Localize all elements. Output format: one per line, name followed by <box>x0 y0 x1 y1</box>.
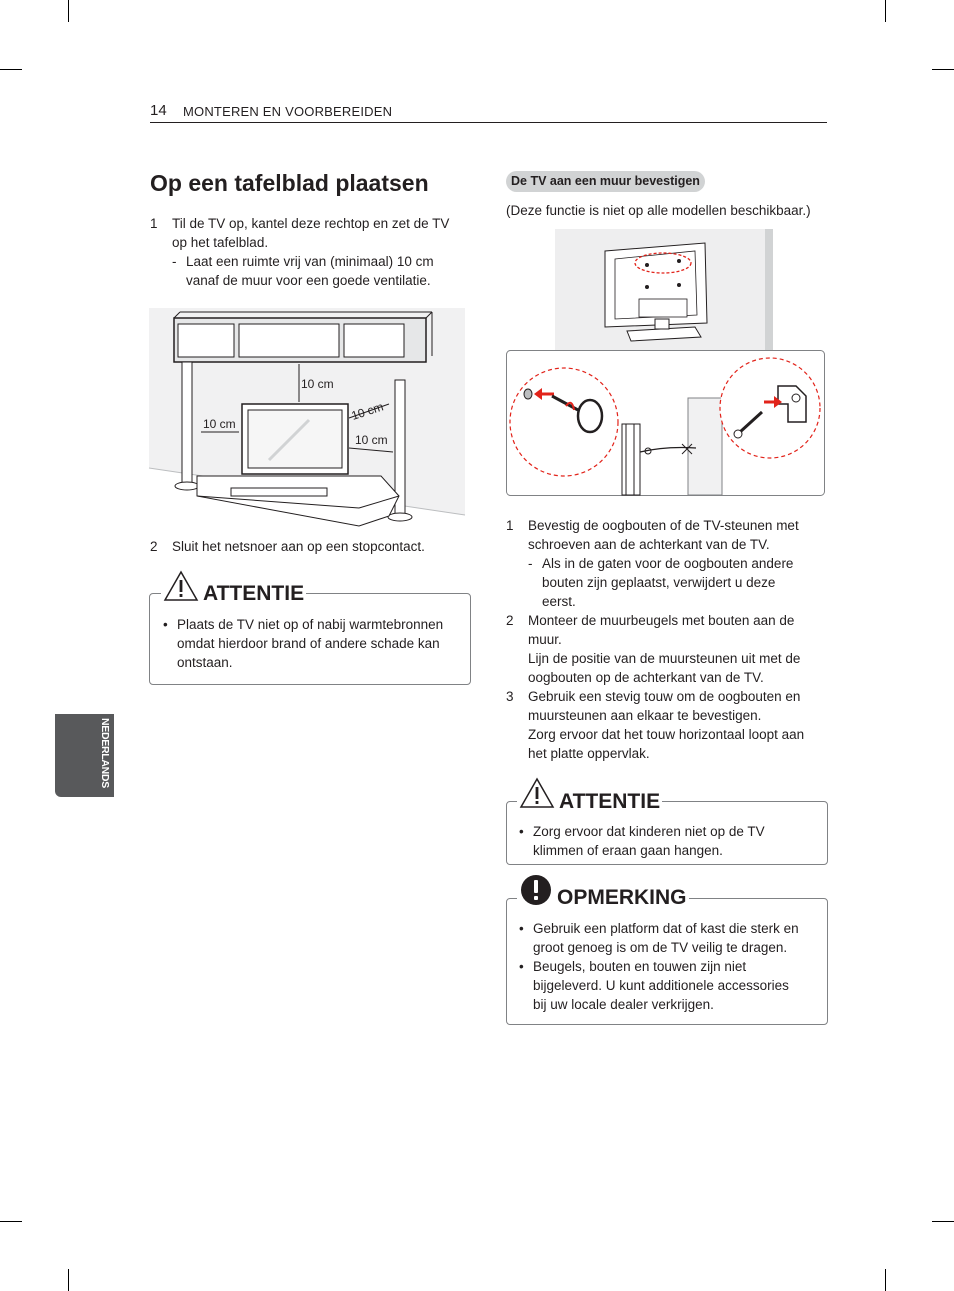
dash-marker: - <box>528 556 533 571</box>
step-text <box>528 611 800 687</box>
step-text-line: Til de TV op, kantel deze rechtop en zet de TV <box>172 216 450 231</box>
step-text-line: Monteer de muurbeugels met bouten aan de <box>528 613 795 628</box>
exclamation-circle-icon <box>519 874 553 906</box>
step-text <box>528 687 804 763</box>
tv-wall-illustration <box>555 229 773 351</box>
warning-triangle-icon <box>519 777 555 809</box>
bullet-line: Zorg ervoor dat kinderen niet op de TV <box>533 824 765 839</box>
step-number: 1 <box>150 216 158 231</box>
note-title: OPMERKING <box>557 886 687 909</box>
language-tab-label: NEDERLANDS <box>99 718 111 788</box>
subitem-text <box>542 554 793 611</box>
step-text-line: oogbouten op de achterkant van de TV. <box>528 670 764 685</box>
clearance-label-right: 10 cm <box>355 433 388 447</box>
attention-title: ATTENTIE <box>203 582 305 605</box>
right-step-2 <box>506 611 836 689</box>
crop-mark <box>68 1269 69 1291</box>
bullet-dot: • <box>163 617 168 632</box>
bullet-text <box>533 919 799 957</box>
bullet-dot: • <box>519 824 524 839</box>
bullet-line: bijgeleverd. U kunt additionele accessories <box>533 978 789 993</box>
step-text-line: Gebruik een stevig touw om de oogbouten en <box>528 689 801 704</box>
bullet-text <box>533 957 789 1014</box>
step-1-subitem <box>172 252 472 292</box>
intro-note: (Deze functie is niet op alle modellen beschikbaar.) <box>506 203 811 218</box>
section-title: Op een tafelblad plaatsen <box>150 170 429 196</box>
note-bullet <box>519 957 819 1017</box>
subitem-line: Als in de gaten voor de oogbouten andere <box>542 556 794 571</box>
page-number: 14 <box>150 102 167 119</box>
right-step-1 <box>506 516 836 556</box>
subitem-line: Laat een ruimte vrij van (minimaal) 10 cm <box>186 254 434 269</box>
bullet-line: ontstaan. <box>177 655 233 670</box>
step-text-line: Lijn de positie van de muursteunen uit met de <box>528 651 801 666</box>
clearance-label-top: 10 cm <box>301 377 334 391</box>
bullet-text <box>533 822 765 860</box>
subsection-pill: De TV aan een muur bevestigen <box>506 171 705 192</box>
step-number: 2 <box>506 613 514 628</box>
step-2 <box>150 537 480 557</box>
bullet-line: klimmen of eraan gaan hangen. <box>533 843 723 858</box>
section-name: MONTEREN EN VOORBEREIDEN <box>183 104 393 119</box>
step-text <box>528 516 799 554</box>
right-step-1-subitem <box>528 554 828 614</box>
crop-mark <box>885 1269 886 1291</box>
step-text <box>172 214 449 252</box>
page-header <box>150 100 827 123</box>
clearance-label-left: 10 cm <box>203 417 236 431</box>
step-text-line: het platte oppervlak. <box>528 746 650 761</box>
bullet-line: bij uw locale dealer verkrijgen. <box>533 997 714 1012</box>
attention-bullet <box>519 822 819 862</box>
step-text: Sluit het netsnoer aan op een stopcontact. <box>172 539 425 554</box>
crop-mark <box>68 0 69 22</box>
crop-mark <box>0 1221 22 1222</box>
step-number: 3 <box>506 689 514 704</box>
crop-mark <box>932 69 954 70</box>
step-text-line: schroeven aan de achterkant van de TV. <box>528 537 770 552</box>
step-1 <box>150 214 480 254</box>
bullet-line: Plaats de TV niet op of nabij warmtebronnen <box>177 617 444 632</box>
warning-triangle-icon <box>163 570 199 602</box>
dash-marker: - <box>172 254 177 269</box>
subitem-line: eerst. <box>542 594 576 609</box>
subitem-text <box>186 252 434 290</box>
crop-mark <box>932 1221 954 1222</box>
step-text-line: Bevestig de oogbouten of de TV-steunen met <box>528 518 799 533</box>
step-text-line: muur. <box>528 632 562 647</box>
bullet-line: omdat hierdoor brand of andere schade kan <box>177 636 440 651</box>
bullet-line: Beugels, bouten en touwen zijn niet <box>533 959 747 974</box>
crop-mark <box>0 69 22 70</box>
clearance-label-right-angled: 10 cm <box>349 399 386 423</box>
bullet-line: groot genoeg is om de TV veilig te dragen. <box>533 940 788 955</box>
step-number: 1 <box>506 518 514 533</box>
bullet-line: Gebruik een platform dat of kast die sterk en <box>533 921 799 936</box>
step-text-line: Zorg ervoor dat het touw horizontaal loopt aan <box>528 727 805 742</box>
note-bullet <box>519 919 819 959</box>
right-step-3 <box>506 687 836 765</box>
step-text-line: muursteunen aan elkaar te bevestigen. <box>528 708 762 723</box>
bullet-dot: • <box>519 959 524 974</box>
step-number: 2 <box>150 539 158 554</box>
bullet-text <box>177 615 443 672</box>
bolt-detail-illustration <box>506 350 825 496</box>
subitem-line: bouten zijn geplaatst, verwijdert u deze <box>542 575 776 590</box>
tv-on-table-illustration <box>149 308 465 530</box>
bullet-dot: • <box>519 921 524 936</box>
attention-title: ATTENTIE <box>559 790 661 813</box>
attention-bullet <box>163 615 463 675</box>
subitem-line: vanaf de muur voor een goede ventilatie. <box>186 273 431 288</box>
crop-mark <box>885 0 886 22</box>
step-text-line: op het tafelblad. <box>172 235 269 250</box>
language-tab <box>55 714 114 797</box>
